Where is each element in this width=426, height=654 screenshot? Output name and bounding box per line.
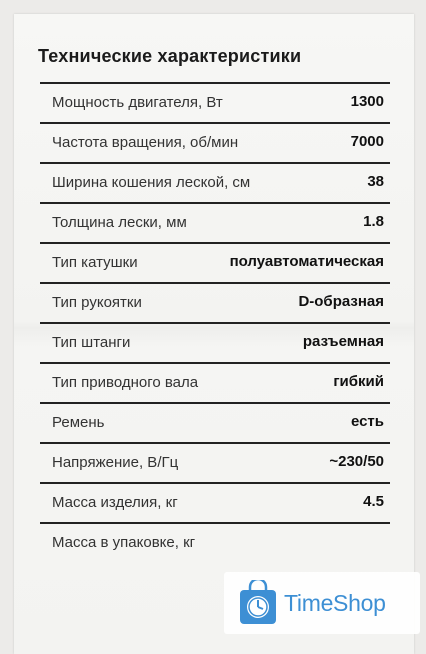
spec-label: Тип штанги <box>52 334 131 351</box>
spec-table <box>40 82 390 562</box>
spec-value: ~230/50 <box>329 453 384 470</box>
spec-row-handle-type <box>40 282 390 322</box>
spec-label: Ширина кошения леской, см <box>52 174 251 191</box>
timeshop-watermark <box>224 572 420 634</box>
spec-label: Ремень <box>52 414 105 431</box>
spec-value: 1300 <box>350 93 384 110</box>
spec-value: разъемная <box>302 333 384 350</box>
spec-row-package-weight <box>40 522 390 562</box>
spec-row-line-thickness <box>40 202 390 242</box>
spec-value: есть <box>350 413 384 430</box>
spec-value: 7000 <box>350 133 384 150</box>
spec-label: Мощность двигателя, Вт <box>52 94 223 111</box>
spec-row-motor-power <box>40 82 390 122</box>
spec-row-belt <box>40 402 390 442</box>
spec-row-rotation-speed <box>40 122 390 162</box>
clock-bag-icon <box>236 580 280 626</box>
spec-value: D-образная <box>298 293 384 310</box>
spec-label: Масса изделия, кг <box>52 494 178 511</box>
spec-value: 38 <box>367 173 384 190</box>
spec-title: Технические характеристики <box>38 46 302 66</box>
spec-label: Частота вращения, об/мин <box>52 134 239 151</box>
spec-value: 1.8 <box>363 213 384 230</box>
spec-value: 4.5 <box>363 493 384 510</box>
spec-label: Напряжение, В/Гц <box>52 454 179 471</box>
spec-row-product-weight <box>40 482 390 522</box>
spec-row-cutting-width <box>40 162 390 202</box>
timeshop-brand: TimeShop <box>284 590 386 616</box>
spec-label: Масса в упаковке, кг <box>52 534 196 551</box>
spec-label: Тип катушки <box>52 254 138 271</box>
spec-value: полуавтоматическая <box>229 253 384 270</box>
spec-row-voltage <box>40 442 390 482</box>
spec-row-shaft-type <box>40 322 390 362</box>
spec-row-drive-shaft-type <box>40 362 390 402</box>
spec-label: Толщина лески, мм <box>52 214 187 231</box>
spec-value: гибкий <box>333 373 384 390</box>
spec-row-spool-type <box>40 242 390 282</box>
spec-label: Тип рукоятки <box>52 294 142 311</box>
spec-label: Тип приводного вала <box>52 374 199 391</box>
